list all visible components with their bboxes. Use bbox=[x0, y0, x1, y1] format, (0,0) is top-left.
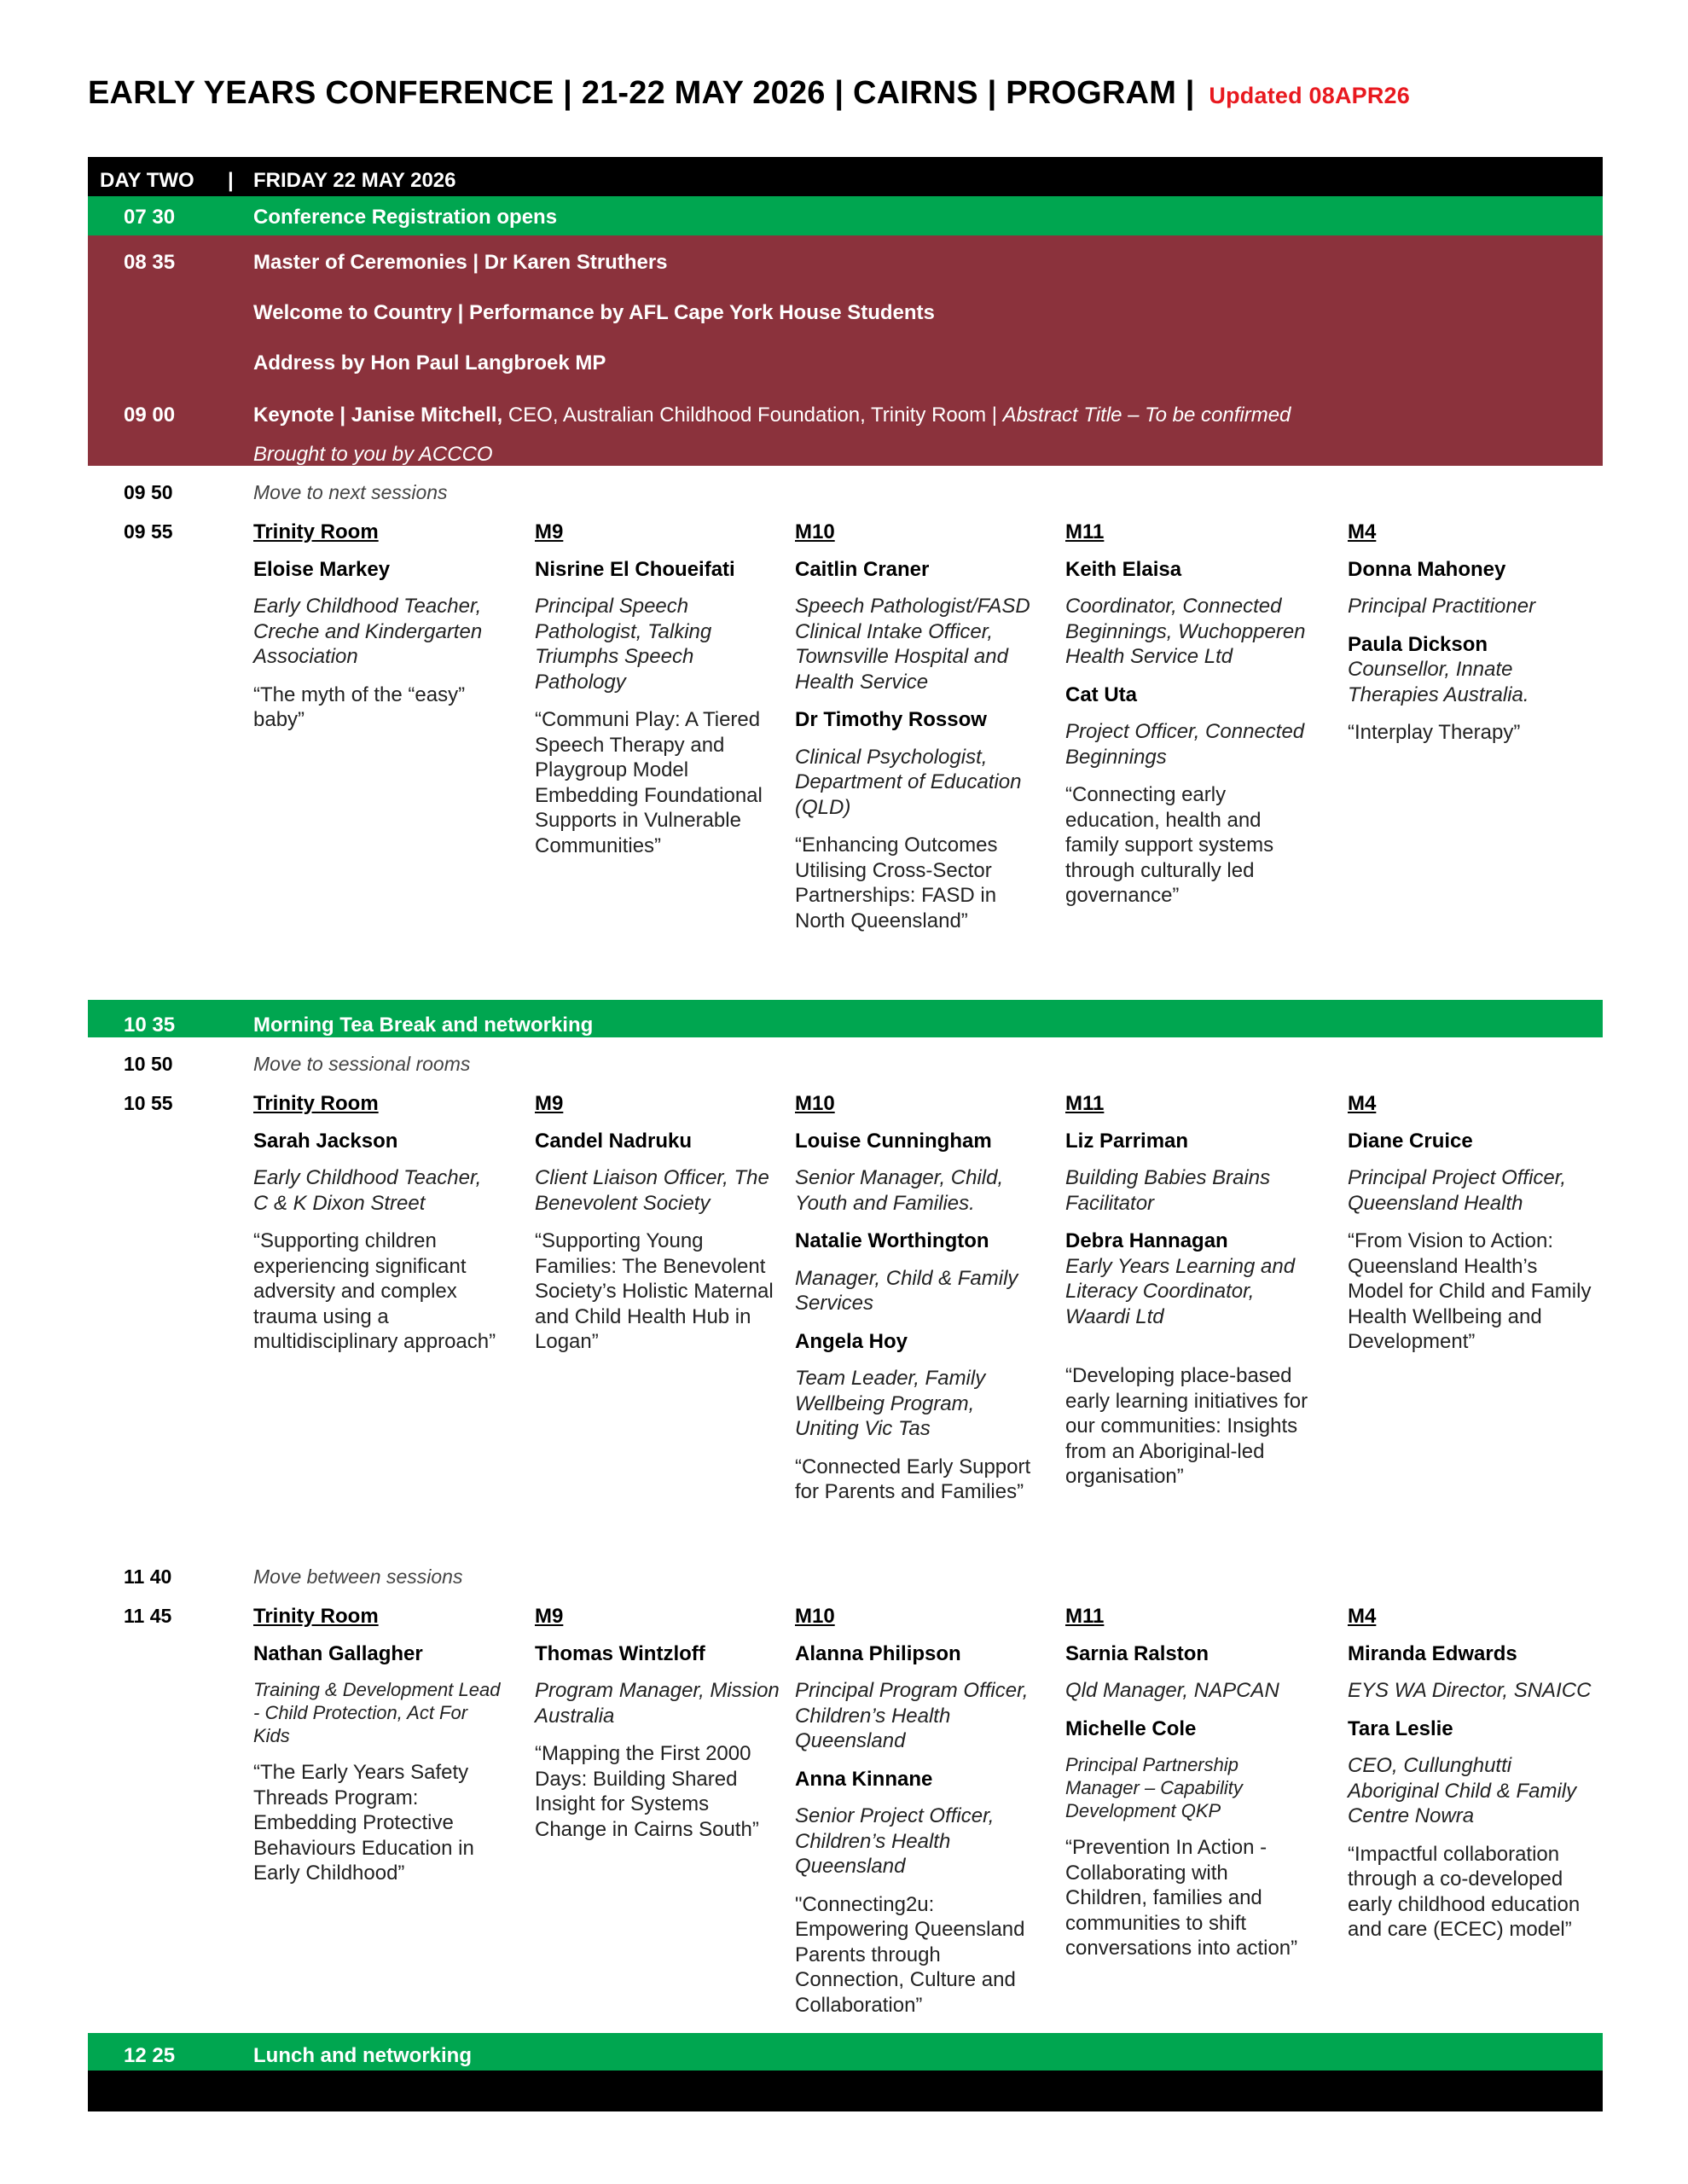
room-name: M4 bbox=[1348, 1092, 1377, 1115]
speaker-name: Sarnia Ralston bbox=[1065, 1641, 1209, 1665]
speaker-role: CEO, Cullunghutti Aboriginal Child & Family Centre Nowra bbox=[1348, 1754, 1577, 1827]
speaker-role: Principal Program Officer, Children’s Health Queensland bbox=[795, 1679, 1029, 1752]
opening-band bbox=[88, 235, 1603, 466]
updated-badge: Updated 08APR26 bbox=[1209, 83, 1410, 108]
day-header-band bbox=[88, 157, 1603, 196]
room-name: M10 bbox=[795, 1092, 835, 1115]
day-label: DAY TWO bbox=[100, 169, 194, 192]
speaker-name: Caitlin Craner bbox=[795, 557, 930, 581]
speaker-name: Alanna Philipson bbox=[795, 1641, 961, 1665]
speaker-name: Louise Cunningham bbox=[795, 1129, 992, 1153]
speaker-role: Principal Practitioner bbox=[1348, 595, 1536, 618]
session-title: “Prevention In Action - Collaborating with Children, families and communities to shift conversations into action” bbox=[1065, 1836, 1298, 1960]
registration-time: 07 30 bbox=[124, 206, 176, 229]
session1-col-2 bbox=[795, 520, 1042, 946]
speaker-name: Liz Parriman bbox=[1065, 1129, 1189, 1153]
speaker-name: Paula Dickson bbox=[1348, 632, 1488, 656]
room-name: M4 bbox=[1348, 520, 1377, 543]
speaker-role: Early Childhood Teacher, Creche and Kindergarten Association bbox=[253, 595, 483, 668]
day-date: FRIDAY 22 MAY 2026 bbox=[253, 169, 456, 192]
session-title: “Supporting children experiencing significant adversity and complex trauma using a multidisciplinary approach” bbox=[253, 1229, 496, 1353]
session-title: “The Early Years Safety Threads Program: Embedding Protective Behaviours Education in Early Childhood” bbox=[253, 1761, 474, 1885]
move2-time: 10 50 bbox=[124, 1053, 173, 1075]
speaker-name: Sarah Jackson bbox=[253, 1129, 398, 1153]
speaker-name: Diane Cruice bbox=[1348, 1129, 1473, 1153]
session1-col-0 bbox=[253, 520, 501, 746]
speaker-name: Candel Nadruku bbox=[535, 1129, 693, 1153]
speaker-name: Eloise Markey bbox=[253, 557, 391, 581]
move3-label: Move between sessions bbox=[253, 1565, 463, 1588]
session3-col-0 bbox=[253, 1604, 501, 1899]
opening-line-address: Address by Hon Paul Langbroek MP bbox=[253, 351, 606, 375]
speaker-role: Qld Manager, NAPCAN bbox=[1065, 1679, 1279, 1702]
speaker-role: Project Officer, Connected Beginnings bbox=[1065, 720, 1305, 769]
session1-col-4 bbox=[1348, 520, 1595, 758]
speaker-role: Team Leader, Family Wellbeing Program, Uniting Vic Tas bbox=[795, 1367, 986, 1440]
session1-col-1 bbox=[535, 520, 782, 871]
lunch-time: 12 25 bbox=[124, 2044, 176, 2067]
speaker-name: Angela Hoy bbox=[795, 1329, 908, 1353]
session-title: “Enhancing Outcomes Utilising Cross-Sector Partnerships: FASD in North Queensland” bbox=[795, 834, 998, 932]
opening-line-mc: Master of Ceremonies | Dr Karen Struthers bbox=[253, 251, 668, 274]
speaker-name: Thomas Wintzloff bbox=[535, 1641, 705, 1665]
session3-col-1 bbox=[535, 1604, 782, 1855]
morning-tea-time: 10 35 bbox=[124, 1014, 176, 1037]
morning-tea-label: Morning Tea Break and networking bbox=[253, 1014, 594, 1037]
session2-col-3 bbox=[1065, 1091, 1313, 1502]
session3-time: 11 45 bbox=[124, 1605, 172, 1627]
morning-tea-band bbox=[88, 1000, 1603, 1037]
move2-label: Move to sessional rooms bbox=[253, 1053, 471, 1075]
session3-col-3 bbox=[1065, 1604, 1313, 1974]
room-name: Trinity Room bbox=[253, 1605, 379, 1628]
session2-col-0 bbox=[253, 1091, 501, 1368]
move3-time: 11 40 bbox=[124, 1565, 172, 1588]
session-title: “Supporting Young Families: The Benevolent Society’s Holistic Maternal and Child Health Hub in Logan” bbox=[535, 1229, 774, 1353]
speaker-role: Counsellor, Innate Therapies Australia. bbox=[1348, 658, 1529, 706]
opening-line-welcome: Welcome to Country | Performance by AFL Cape York House Students bbox=[253, 301, 935, 324]
speaker-name: Donna Mahoney bbox=[1348, 557, 1506, 581]
speaker-role: Speech Pathologist/FASD Clinical Intake Officer, Townsville Hospital and Health Service bbox=[795, 595, 1030, 694]
speaker-role: Building Babies Brains Facilitator bbox=[1065, 1166, 1271, 1215]
room-name: M9 bbox=[535, 520, 564, 543]
session-title: “Connected Early Support for Parents and Families” bbox=[795, 1455, 1031, 1503]
session3-col-4 bbox=[1348, 1604, 1595, 1955]
speaker-name: Miranda Edwards bbox=[1348, 1641, 1517, 1665]
registration-band bbox=[88, 196, 1603, 235]
room-name: M10 bbox=[795, 1605, 835, 1628]
opening-time: 08 35 bbox=[124, 251, 176, 274]
session-title: “Developing place-based early learning initiatives for our communities: Insights from an Aboriginal-led organisation” bbox=[1065, 1364, 1308, 1488]
speaker-role: Principal Partnership Manager – Capability Development QKP bbox=[1065, 1754, 1243, 1821]
speaker-name: Nathan Gallagher bbox=[253, 1641, 423, 1665]
speaker-role: EYS WA Director, SNAICC bbox=[1348, 1679, 1592, 1702]
speaker-role: Principal Project Officer, Queensland Health bbox=[1348, 1166, 1567, 1215]
speaker-name: Dr Timothy Rossow bbox=[795, 708, 987, 731]
session-title: “The myth of the “easy” baby” bbox=[253, 682, 466, 731]
speaker-role: Manager, Child & Family Services bbox=[795, 1266, 1018, 1315]
speaker-role: Client Liaison Officer, The Benevolent Society bbox=[535, 1166, 769, 1215]
room-name: M11 bbox=[1065, 520, 1105, 543]
move1-time: 09 50 bbox=[124, 481, 173, 503]
page-title bbox=[88, 75, 1410, 112]
footer-band bbox=[88, 2071, 1603, 2111]
speaker-role: Senior Project Officer, Children’s Health Queensland bbox=[795, 1804, 995, 1878]
title-text: EARLY YEARS CONFERENCE | 21-22 MAY 2026 | CAIRNS | PROGRAM | bbox=[88, 75, 1195, 111]
day-separator: | bbox=[228, 169, 234, 192]
session2-time: 10 55 bbox=[124, 1092, 173, 1114]
speaker-name: Tara Leslie bbox=[1348, 1716, 1453, 1740]
keynote-label: Keynote | Janise Mitchell, bbox=[253, 404, 503, 427]
keynote-sponsor: Brought to you by ACCCO bbox=[253, 443, 493, 466]
session-title: “Communi Play: A Tiered Speech Therapy and Playgroup Model Embedding Foundational Supports in Vulnerable Communities” bbox=[535, 708, 763, 857]
speaker-name: Cat Uta bbox=[1065, 682, 1138, 706]
speaker-role: Coordinator, Connected Beginnings, Wuchopperen Health Service Ltd bbox=[1065, 595, 1306, 668]
session1-time: 09 55 bbox=[124, 520, 173, 543]
speaker-name: Debra Hannagan bbox=[1065, 1229, 1228, 1252]
speaker-role: Early Childhood Teacher, C & K Dixon Street bbox=[253, 1166, 482, 1215]
lunch-band bbox=[88, 2033, 1603, 2071]
speaker-role: Early Years Learning and Literacy Coordinator, Waardi Ltd bbox=[1065, 1254, 1296, 1328]
registration-label: Conference Registration opens bbox=[253, 206, 558, 229]
move1-label: Move to next sessions bbox=[253, 481, 448, 503]
speaker-name: Anna Kinnane bbox=[795, 1767, 933, 1791]
keynote-detail: CEO, Australian Childhood Foundation, Trinity Room | bbox=[508, 404, 997, 427]
keynote-line bbox=[253, 404, 1291, 427]
room-name: M11 bbox=[1065, 1092, 1105, 1115]
lunch-label: Lunch and networking bbox=[253, 2044, 472, 2067]
session-title: “Mapping the First 2000 Days: Building Shared Insight for Systems Change in Cairns South” bbox=[535, 1742, 759, 1841]
room-name: Trinity Room bbox=[253, 1092, 379, 1115]
room-name: M4 bbox=[1348, 1605, 1377, 1628]
speaker-role: Program Manager, Mission Australia bbox=[535, 1679, 780, 1728]
room-name: M10 bbox=[795, 520, 835, 543]
speaker-name: Michelle Cole bbox=[1065, 1716, 1197, 1740]
speaker-role: Clinical Psychologist, Department of Education (QLD) bbox=[795, 745, 1022, 819]
session2-col-2 bbox=[795, 1091, 1042, 1518]
session2-col-1 bbox=[535, 1091, 782, 1368]
session-title: “From Vision to Action: Queensland Health’s Model for Child and Family Health Wellbeing and Development” bbox=[1348, 1229, 1592, 1353]
session3-col-2 bbox=[795, 1604, 1042, 2030]
session-title: “Connecting early education, health and family support systems through culturally led governance” bbox=[1065, 783, 1274, 907]
speaker-role: Senior Manager, Child, Youth and Families. bbox=[795, 1166, 1004, 1215]
keynote-time: 09 00 bbox=[124, 404, 176, 427]
room-name: M9 bbox=[535, 1092, 564, 1115]
speaker-role: Training & Development Lead - Child Protection, Act For Kids bbox=[253, 1679, 501, 1746]
room-name: M9 bbox=[535, 1605, 564, 1628]
session-title: “Impactful collaboration through a co-developed early childhood education and care (ECEC) model” bbox=[1348, 1842, 1581, 1941]
room-name: M11 bbox=[1065, 1605, 1105, 1628]
speaker-role: Principal Speech Pathologist, Talking Triumphs Speech Pathology bbox=[535, 595, 712, 694]
session-title: "Connecting2u: Empowering Queensland Parents through Connection, Culture and Collaboration” bbox=[795, 1892, 1025, 2017]
session2-col-4 bbox=[1348, 1091, 1595, 1368]
speaker-name: Keith Elaisa bbox=[1065, 557, 1182, 581]
session-title: “Interplay Therapy” bbox=[1348, 721, 1521, 744]
session1-col-3 bbox=[1065, 520, 1313, 921]
speaker-name: Nisrine El Choueifati bbox=[535, 557, 735, 581]
speaker-name: Natalie Worthington bbox=[795, 1229, 989, 1252]
room-name: Trinity Room bbox=[253, 520, 379, 543]
keynote-abstract: Abstract Title – To be confirmed bbox=[1002, 404, 1291, 427]
